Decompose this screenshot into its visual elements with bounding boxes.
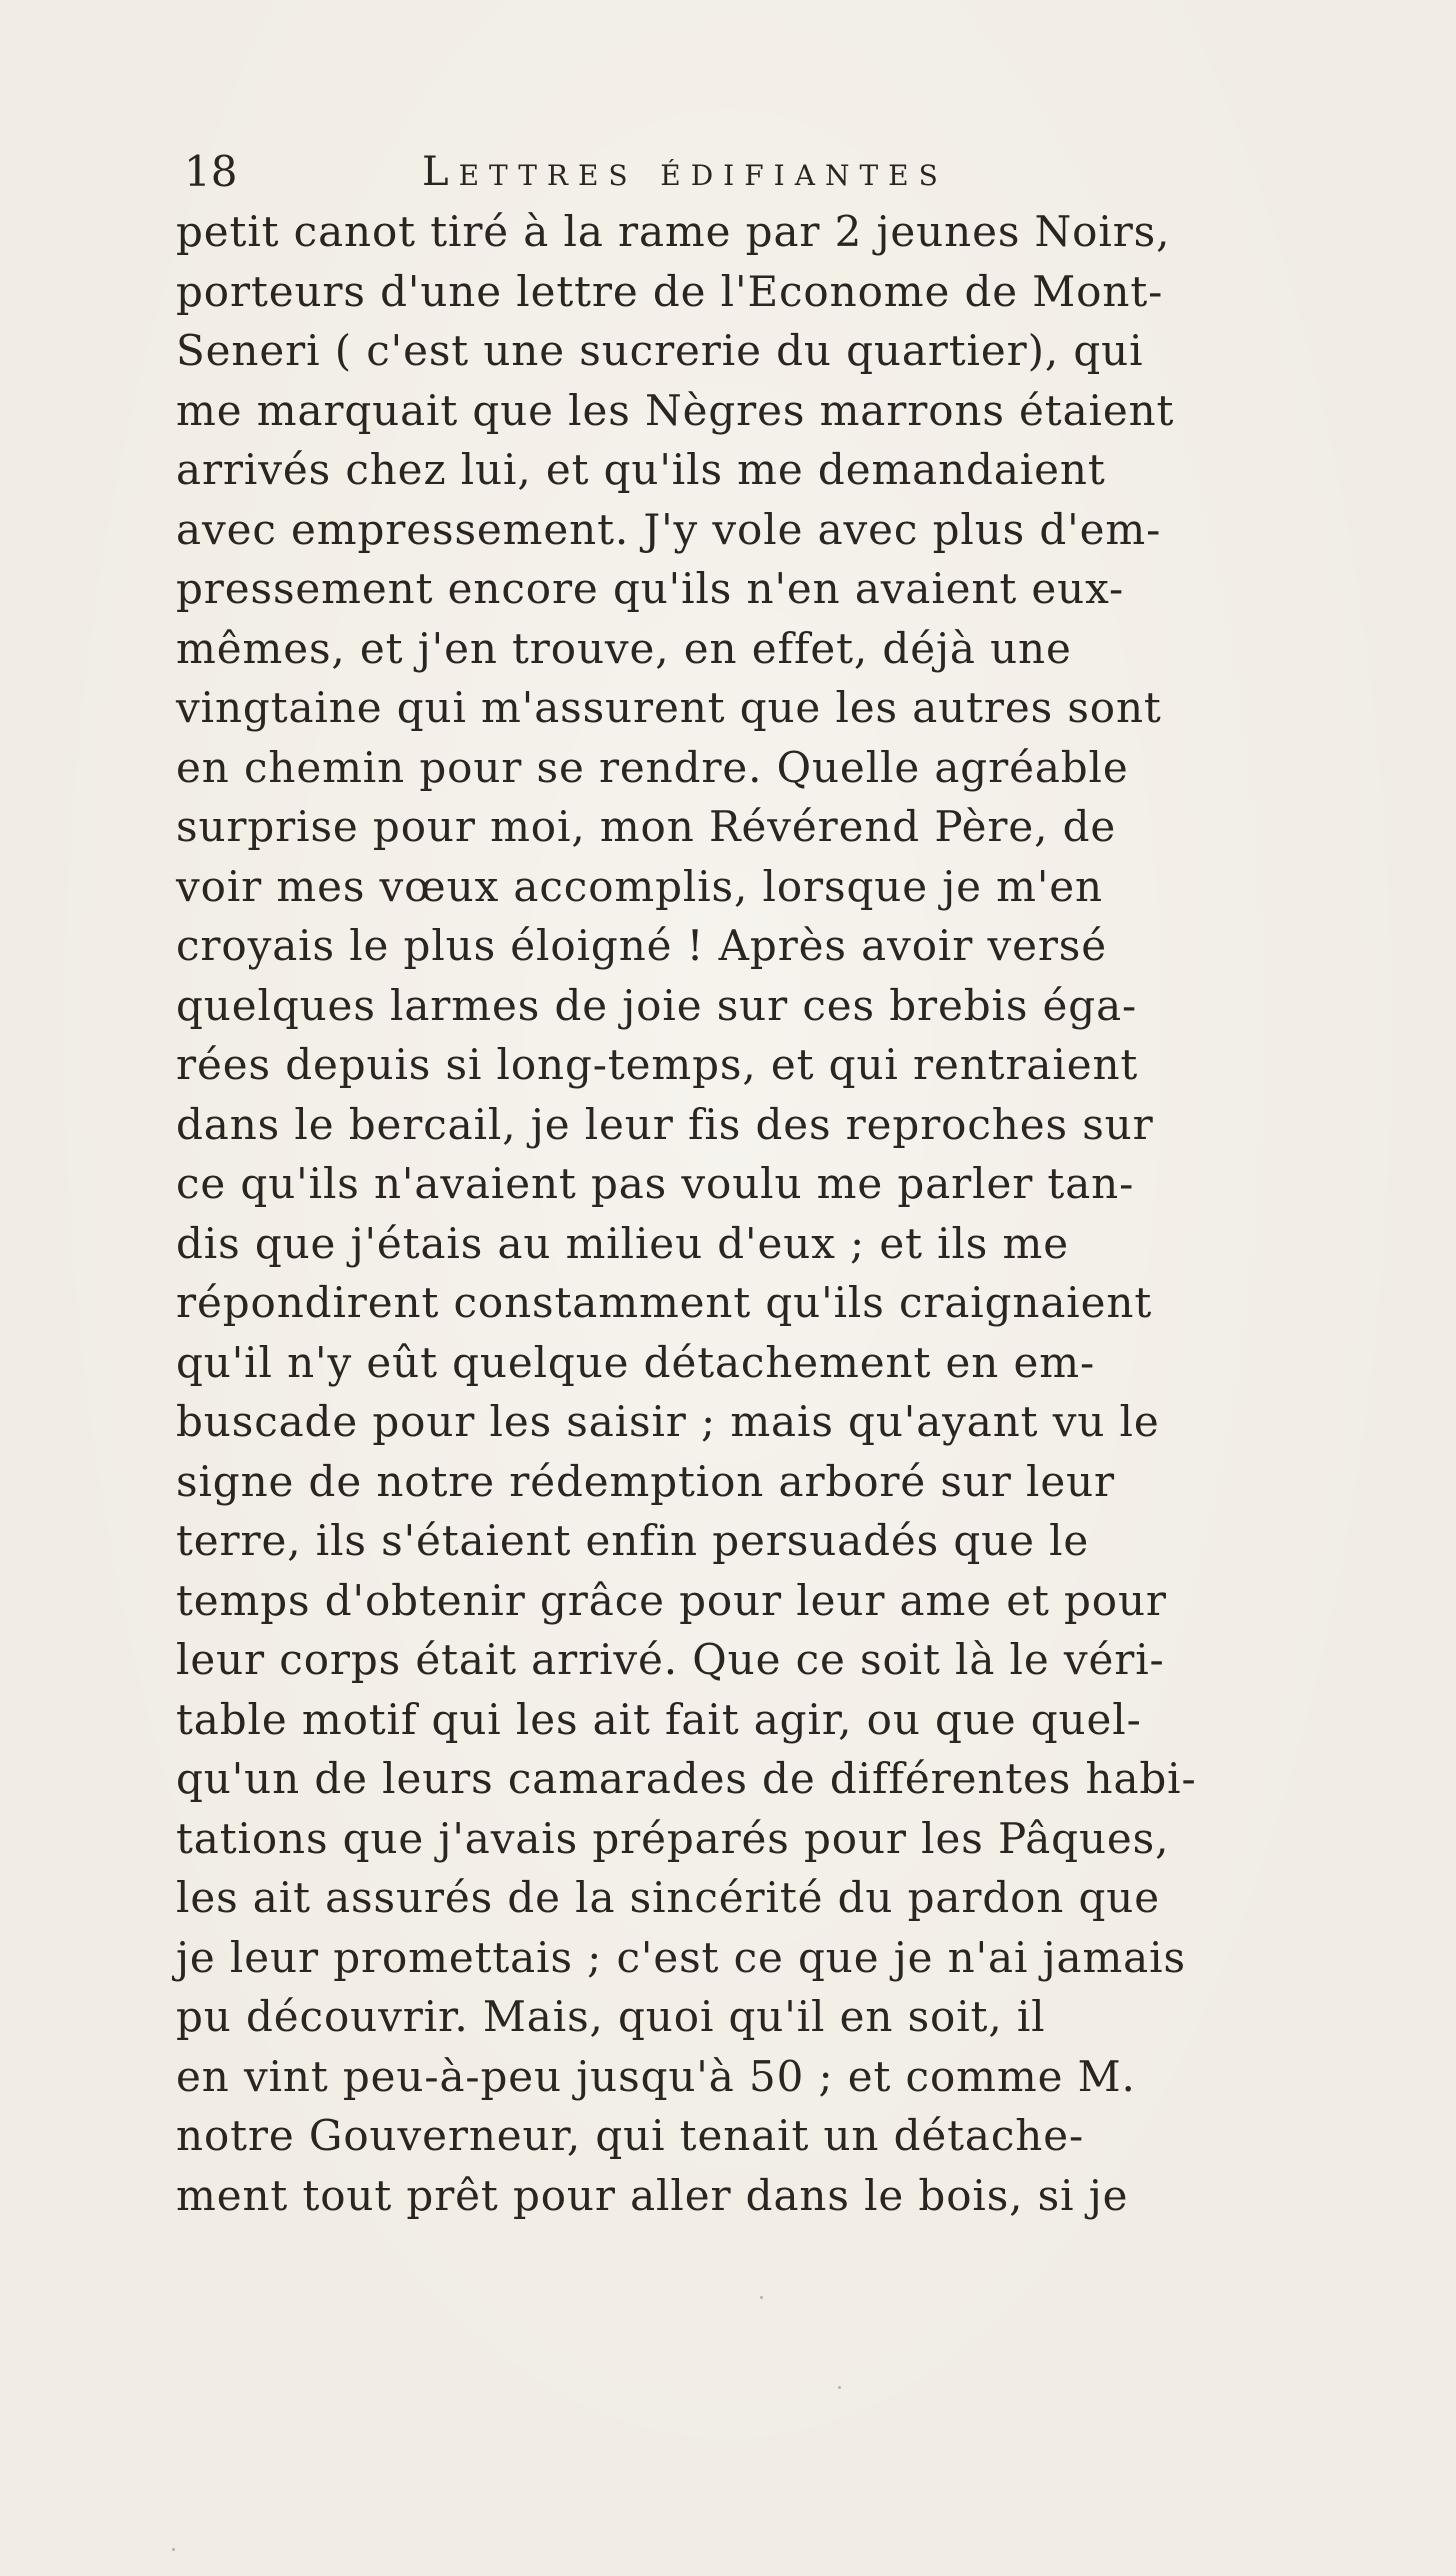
page-number: 18 (184, 147, 238, 196)
text-line: en vint peu-à-peu jusqu'à 50 ; et comme M. (176, 2051, 1136, 2101)
text-line: petit canot tiré à la rame par 2 jeunes Noirs, (176, 207, 1171, 256)
paper-speck (838, 2386, 841, 2389)
text-line: signe de notre rédemption arboré sur leur (176, 1456, 1116, 1506)
text-line: en chemin pour se rendre. Quelle agréable (176, 742, 1129, 792)
text-line: pressement encore qu'ils n'en avaient eux- (176, 564, 1125, 613)
text-line: tations que j'avais préparés pour les Pâques, (176, 1813, 1170, 1863)
text-line: Seneri ( c'est une sucrerie du quartier), qui (176, 326, 1144, 375)
text-line: dis que j'étais au milieu d'eux ; et ils me (176, 1218, 1069, 1268)
text-line: qu'un de leurs camarades de différentes habi- (176, 1754, 1197, 1803)
text-line: ce qu'ils n'avaient pas voulu me parler tan- (176, 1159, 1135, 1208)
text-line: pu découvrir. Mais, quoi qu'il en soit, il (176, 1992, 1046, 2041)
running-title: Lettres édifiantes (422, 149, 948, 195)
text-line: surprise pour moi, mon Révérend Père, de (176, 802, 1117, 851)
text-line: buscade pour les saisir ; mais qu'ayant vu le (176, 1397, 1160, 1446)
text-line: dans le bercail, je leur fis des reproches sur (176, 1099, 1154, 1149)
text-line: vingtaine qui m'assurent que les autres sont (176, 683, 1162, 732)
text-line: porteurs d'une lettre de l'Econome de Mont- (176, 266, 1164, 316)
text-line: avec empressement. J'y vole avec plus d'em- (176, 504, 1162, 554)
text-line: voir mes vœux accomplis, lorsque je m'en (176, 861, 1104, 911)
text-line: notre Gouverneur, qui tenait un détache- (176, 2111, 1085, 2160)
text-line: temps d'obtenir grâce pour leur ame et pour (176, 1575, 1167, 1625)
text-line: me marquait que les Nègres marrons étaient (176, 385, 1175, 435)
text-line: rées depuis si long-temps, et qui rentraient (176, 1040, 1139, 1089)
body-text (176, 202, 1296, 2225)
text-line: leur corps était arrivé. Que ce soit là le véri- (176, 1635, 1165, 1684)
page-header (184, 142, 1264, 206)
text-line: répondirent constamment qu'ils craignaient (176, 1278, 1153, 1327)
text-line: table motif qui les ait fait agir, ou que quel- (176, 1694, 1142, 1744)
text-line: les ait assurés de la sincérité du pardon que (176, 1873, 1161, 1922)
text-line: croyais le plus éloigné ! Après avoir versé (176, 921, 1108, 970)
text-line: mêmes, et j'en trouve, en effet, déjà une (176, 623, 1072, 673)
text-line: je leur promettais ; c'est ce que je n'ai jamais (176, 1932, 1186, 1982)
paper-speck (172, 2548, 175, 2551)
text-line: qu'il n'y eût quelque détachement en em- (176, 1337, 1096, 1387)
text-line: ment tout prêt pour aller dans le bois, si je (176, 2170, 1129, 2220)
text-line: quelques larmes de joie sur ces brebis éga- (176, 980, 1138, 1030)
paper-speck (760, 2296, 763, 2299)
text-line: arrivés chez lui, et qu'ils me demandaient (176, 445, 1106, 494)
text-line: terre, ils s'étaient enfin persuadés que le (176, 1516, 1090, 1565)
